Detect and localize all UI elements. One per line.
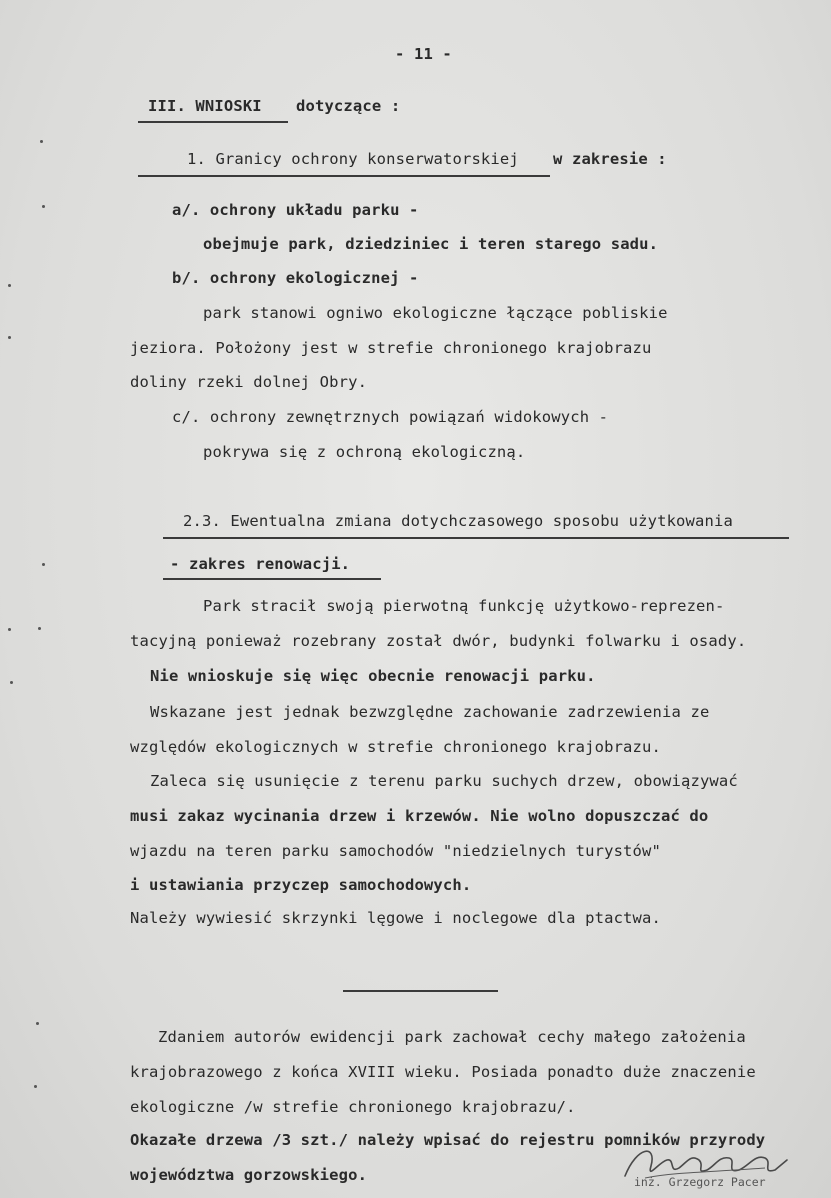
- conclusion-line: Zdaniem autorów ewidencji park zachował cechy małego założenia: [158, 1028, 746, 1046]
- conclusion-line: województwa gorzowskiego.: [130, 1166, 368, 1184]
- scan-speck: [36, 1022, 39, 1025]
- conclusion-line: ekologiczne /w strefie chronionego krajobrazu/.: [130, 1098, 576, 1116]
- section2-line: wjazdu na teren parku samochodów "niedzielnych turystów": [130, 842, 661, 860]
- scan-speck: [42, 563, 45, 566]
- section2-line: Zaleca się usunięcie z terenu parku suchych drzew, obowiązywać: [150, 772, 738, 790]
- section2-underline-2: [163, 578, 381, 580]
- section1-line: park stanowi ogniwo ekologiczne łączące pobliskie: [203, 304, 668, 322]
- section2-line: Należy wywiesić skrzynki lęgowe i noclegowe dla ptactwa.: [130, 909, 661, 927]
- section2-line: względów ekologicznych w strefie chronionego krajobrazu.: [130, 738, 661, 756]
- signature-name: inż. Grzegorz Pacer: [634, 1175, 766, 1189]
- section2-line: musi zakaz wycinania drzew i krzewów. Nie wolno dopuszczać do: [130, 807, 709, 825]
- section2-title-line2: - zakres renowacji.: [170, 555, 351, 573]
- section2-line: i ustawiania przyczep samochodowych.: [130, 876, 472, 894]
- scan-speck: [8, 336, 11, 339]
- section2-line: Nie wnioskuje się więc obecnie renowacji parku.: [150, 667, 596, 685]
- scan-speck: [8, 284, 11, 287]
- section1-line: doliny rzeki dolnej Obry.: [130, 373, 368, 391]
- section1-line: a/. ochrony układu parku -: [172, 201, 419, 219]
- conclusion-line: krajobrazowego z końca XVIII wieku. Posiada ponadto duże znaczenie: [130, 1063, 756, 1081]
- section1-line: pokrywa się z ochroną ekologiczną.: [203, 443, 526, 461]
- scan-speck: [42, 205, 45, 208]
- conclusion-line: Okazałe drzewa /3 szt./ należy wpisać do rejestru pomników przyrody: [130, 1131, 766, 1149]
- section1-title: 1. Granicy ochrony konserwatorskiej: [187, 150, 519, 168]
- scan-speck: [10, 681, 13, 684]
- section2-title: 2.3. Ewentualna zmiana dotychczasowego sposobu użytkowania: [183, 512, 733, 530]
- scan-speck: [8, 628, 11, 631]
- section2-line: Wskazane jest jednak bezwzględne zachowanie zadrzewienia ze: [150, 703, 710, 721]
- separator-line: [343, 990, 498, 992]
- heading-underline: [138, 121, 288, 123]
- scan-speck: [34, 1085, 37, 1088]
- scan-speck: [38, 627, 41, 630]
- section2-underline: [163, 537, 789, 539]
- section1-title-suffix: w zakresie :: [553, 150, 667, 168]
- heading-label: III. WNIOSKI: [148, 97, 262, 115]
- heading-suffix: dotyczące :: [296, 97, 401, 115]
- section1-line: obejmuje park, dziedziniec i teren starego sadu.: [203, 235, 659, 253]
- section1-line: jeziora. Położony jest w strefie chronionego krajobrazu: [130, 339, 652, 357]
- page-number: - 11 -: [395, 45, 452, 63]
- section2-line: tacyjną ponieważ rozebrany został dwór, budynki folwarku i osady.: [130, 632, 747, 650]
- section1-line: b/. ochrony ekologicznej -: [172, 269, 419, 287]
- section2-line: Park stracił swoją pierwotną funkcję użytkowo-reprezen-: [203, 597, 725, 615]
- section1-line: c/. ochrony zewnętrznych powiązań widokowych -: [172, 408, 609, 426]
- scan-speck: [40, 140, 43, 143]
- section1-underline: [138, 175, 550, 177]
